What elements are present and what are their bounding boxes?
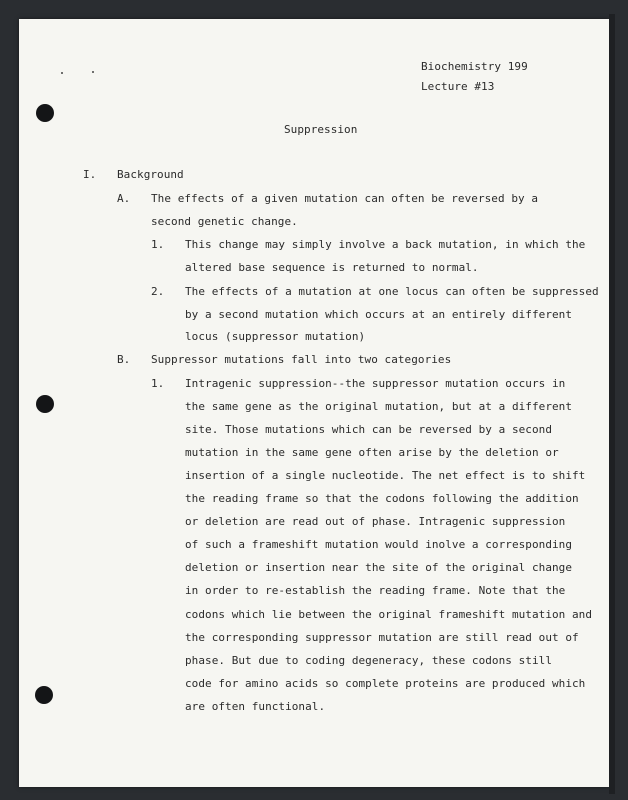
sub-item-label: 2. xyxy=(151,285,165,298)
item-text-line: or deletion are read out of phase. Intragenic suppression xyxy=(185,515,566,528)
punch-hole xyxy=(35,686,53,704)
punch-hole xyxy=(36,104,54,122)
item-text-line: The effects of a mutation at one locus can often be suppressed xyxy=(185,285,599,298)
lecture-number: Lecture #13 xyxy=(421,80,495,93)
item-text-line: insertion of a single nucleotide. The net effect is to shift xyxy=(185,469,586,482)
item-label: A. xyxy=(117,192,131,205)
item-text-line: the corresponding suppressor mutation are still read out of xyxy=(185,631,579,644)
ink-speck xyxy=(61,72,63,74)
section-numeral: I. xyxy=(83,168,97,181)
item-text-line: locus (suppressor mutation) xyxy=(185,330,366,343)
item-text-line: phase. But due to coding degeneracy, these codons still xyxy=(185,654,552,667)
sub-item-label: 1. xyxy=(151,238,165,251)
item-text-line: site. Those mutations which can be reversed by a second xyxy=(185,423,552,436)
item-text-line: deletion or insertion near the site of the original change xyxy=(185,561,573,574)
sub-item-label: 1. xyxy=(151,377,165,390)
item-text-line: of such a frameshift mutation would inolve a corresponding xyxy=(185,538,573,551)
item-text-line: altered base sequence is returned to normal. xyxy=(185,261,479,274)
page-edge-shadow xyxy=(609,14,615,794)
section-heading: Background xyxy=(117,168,184,181)
ink-speck xyxy=(92,71,94,73)
item-text-line: are often functional. xyxy=(185,700,326,713)
item-text-line: This change may simply involve a back mutation, in which the xyxy=(185,238,586,251)
item-text-line: The effects of a given mutation can often be reversed by a xyxy=(151,192,539,205)
item-text-line: mutation in the same gene often arise by the deletion or xyxy=(185,446,559,459)
item-text-line: Intragenic suppression--the suppressor mutation occurs in xyxy=(185,377,566,390)
item-text-line: by a second mutation which occurs at an entirely different xyxy=(185,308,573,321)
item-label: B. xyxy=(117,353,131,366)
item-heading: Suppressor mutations fall into two categories xyxy=(151,353,452,366)
item-text-line: the reading frame so that the codons following the addition xyxy=(185,492,579,505)
item-text-line: second genetic change. xyxy=(151,215,298,228)
item-text-line: in order to re-establish the reading frame. Note that the xyxy=(185,584,566,597)
item-text-line: code for amino acids so complete proteins are produced which xyxy=(185,677,586,690)
page-title: Suppression xyxy=(284,123,358,136)
punch-hole xyxy=(36,395,54,413)
item-text-line: the same gene as the original mutation, but at a different xyxy=(185,400,573,413)
item-text-line: codons which lie between the original frameshift mutation and xyxy=(185,608,593,621)
course-name: Biochemistry 199 xyxy=(421,60,528,73)
